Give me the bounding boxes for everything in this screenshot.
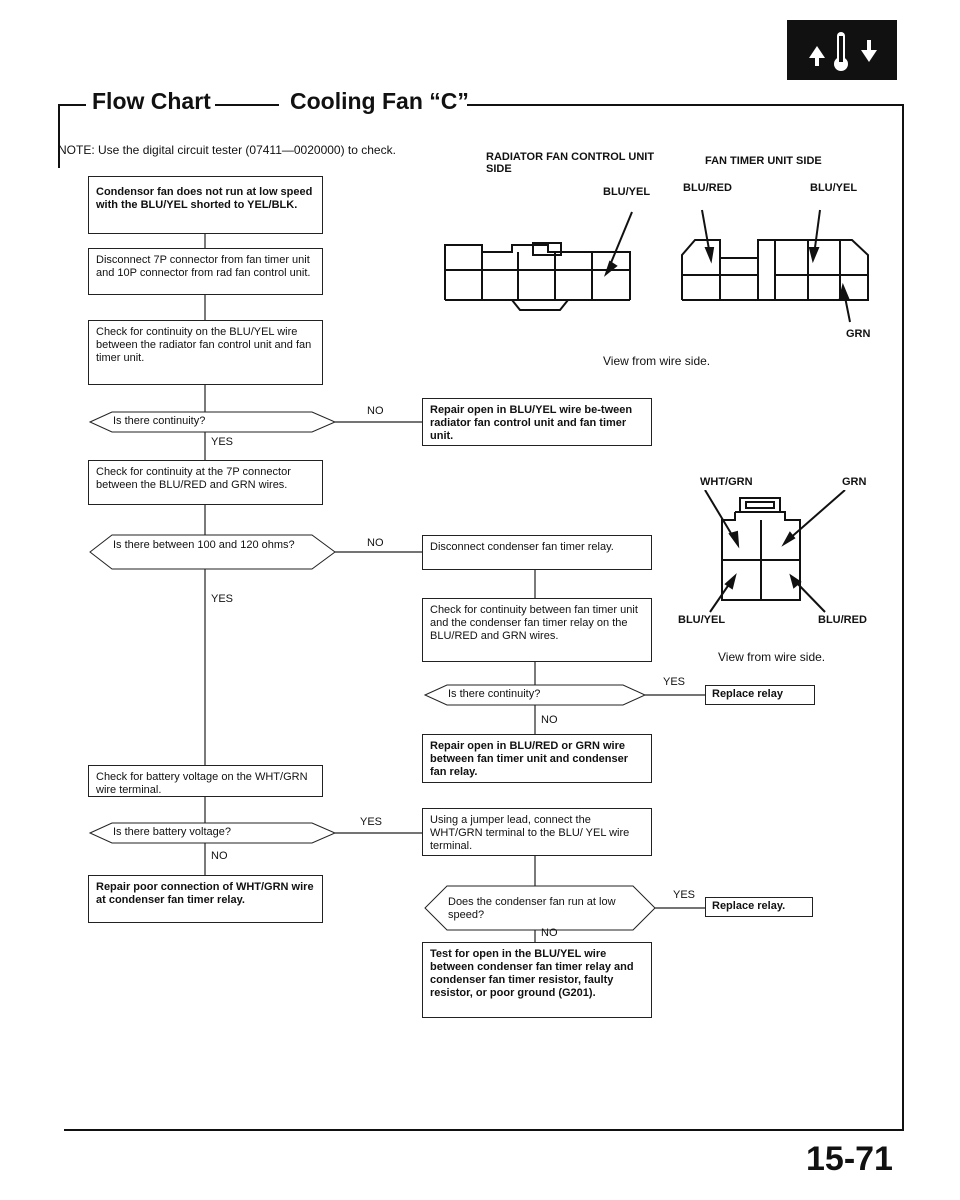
- action-repair-bluyel-open: Repair open in BLU/YEL wire be-tween radiator fan control unit and fan timer unit.: [422, 398, 652, 446]
- wire-relay-grn: GRN: [842, 476, 867, 488]
- label-fan-timer-side: FAN TIMER UNIT SIDE: [705, 155, 822, 167]
- connector-diagram-top: [420, 200, 900, 350]
- action-test-open-bluyel: Test for open in the BLU/YEL wire between condenser fan timer relay and condenser fan timer resistor, faulty resistor, or poor ground (G201).: [422, 942, 652, 1018]
- question-continuity-1: Is there continuity?: [113, 415, 206, 427]
- q1-yes-label: YES: [211, 436, 234, 448]
- step-check-battery-voltage: Check for battery voltage on the WHT/GRN wire terminal.: [88, 765, 323, 797]
- page-title: Cooling Fan “C”: [290, 88, 469, 114]
- step-disconnect-relay: Disconnect condenser fan timer relay.: [422, 535, 652, 570]
- question-battery-voltage: Is there battery voltage?: [113, 826, 232, 838]
- wire-relay-whtgrn: WHT/GRN: [700, 476, 753, 488]
- label-rad-fan-control-side: RADIATOR FAN CONTROL UNIT SIDE: [486, 151, 655, 175]
- question-continuity-2: Is there continuity?: [448, 688, 541, 700]
- q4-yes-label: YES: [360, 816, 383, 828]
- q2-no-label: NO: [367, 537, 384, 549]
- page-number: 15-71: [806, 1140, 893, 1178]
- action-jumper-lead: Using a jumper lead, connect the WHT/GRN terminal to the BLU/ YEL wire terminal.: [422, 808, 652, 856]
- caption-view-wire-side-2: View from wire side.: [718, 650, 826, 664]
- q5-yes-label: YES: [673, 889, 696, 901]
- question-fan-low-speed: Does the condenser fan run at low speed?: [448, 896, 616, 921]
- section-title: Flow Chart: [92, 88, 211, 114]
- q4-no-label: NO: [211, 850, 228, 862]
- q3-no-label: NO: [541, 714, 558, 726]
- caption-view-wire-side-1: View from wire side.: [603, 354, 711, 368]
- question-ohms: Is there between 100 and 120 ohms?: [113, 539, 295, 551]
- wire-timer-blured: BLU/RED: [683, 182, 732, 194]
- action-repair-poor-connection: Repair poor connection of WHT/GRN wire at condenser fan timer relay.: [88, 875, 323, 923]
- wire-timer-bluyel: BLU/YEL: [810, 182, 858, 194]
- wire-timer-grn: GRN: [846, 328, 871, 340]
- step-symptom: Condensor fan does not run at low speed with the BLU/YEL shorted to YEL/BLK.: [88, 176, 323, 234]
- q2-yes-label: YES: [211, 593, 234, 605]
- action-replace-relay-2: Replace relay.: [705, 897, 813, 917]
- wire-relay-bluyel: BLU/YEL: [678, 614, 726, 626]
- action-repair-blured-grn-open: Repair open in BLU/RED or GRN wire between fan timer unit and condenser fan relay.: [422, 734, 652, 783]
- step-check-timer-relay-continuity: Check for continuity between fan timer unit and the condenser fan timer relay on the BLU/RED and GRN wires.: [422, 598, 652, 662]
- step-disconnect-connectors: Disconnect 7P connector from fan timer unit and 10P connector from rad fan control unit.: [88, 248, 323, 295]
- q1-no-label: NO: [367, 405, 384, 417]
- q5-no-label: NO: [541, 927, 558, 939]
- wire-rad-bluyel: BLU/YEL: [603, 186, 651, 198]
- relay-connector-diagram: [690, 490, 890, 620]
- step-check-7p-continuity: Check for continuity at the 7P connector between the BLU/RED and GRN wires.: [88, 460, 323, 505]
- action-replace-relay-1: Replace relay: [705, 685, 815, 705]
- q3-yes-label: YES: [663, 676, 686, 688]
- step-check-bluyel-continuity: Check for continuity on the BLU/YEL wire between the radiator fan control unit and fan timer unit.: [88, 320, 323, 385]
- wire-relay-blured: BLU/RED: [818, 614, 867, 626]
- note-text: NOTE: Use the digital circuit tester (07411—0020000) to check.: [58, 143, 396, 157]
